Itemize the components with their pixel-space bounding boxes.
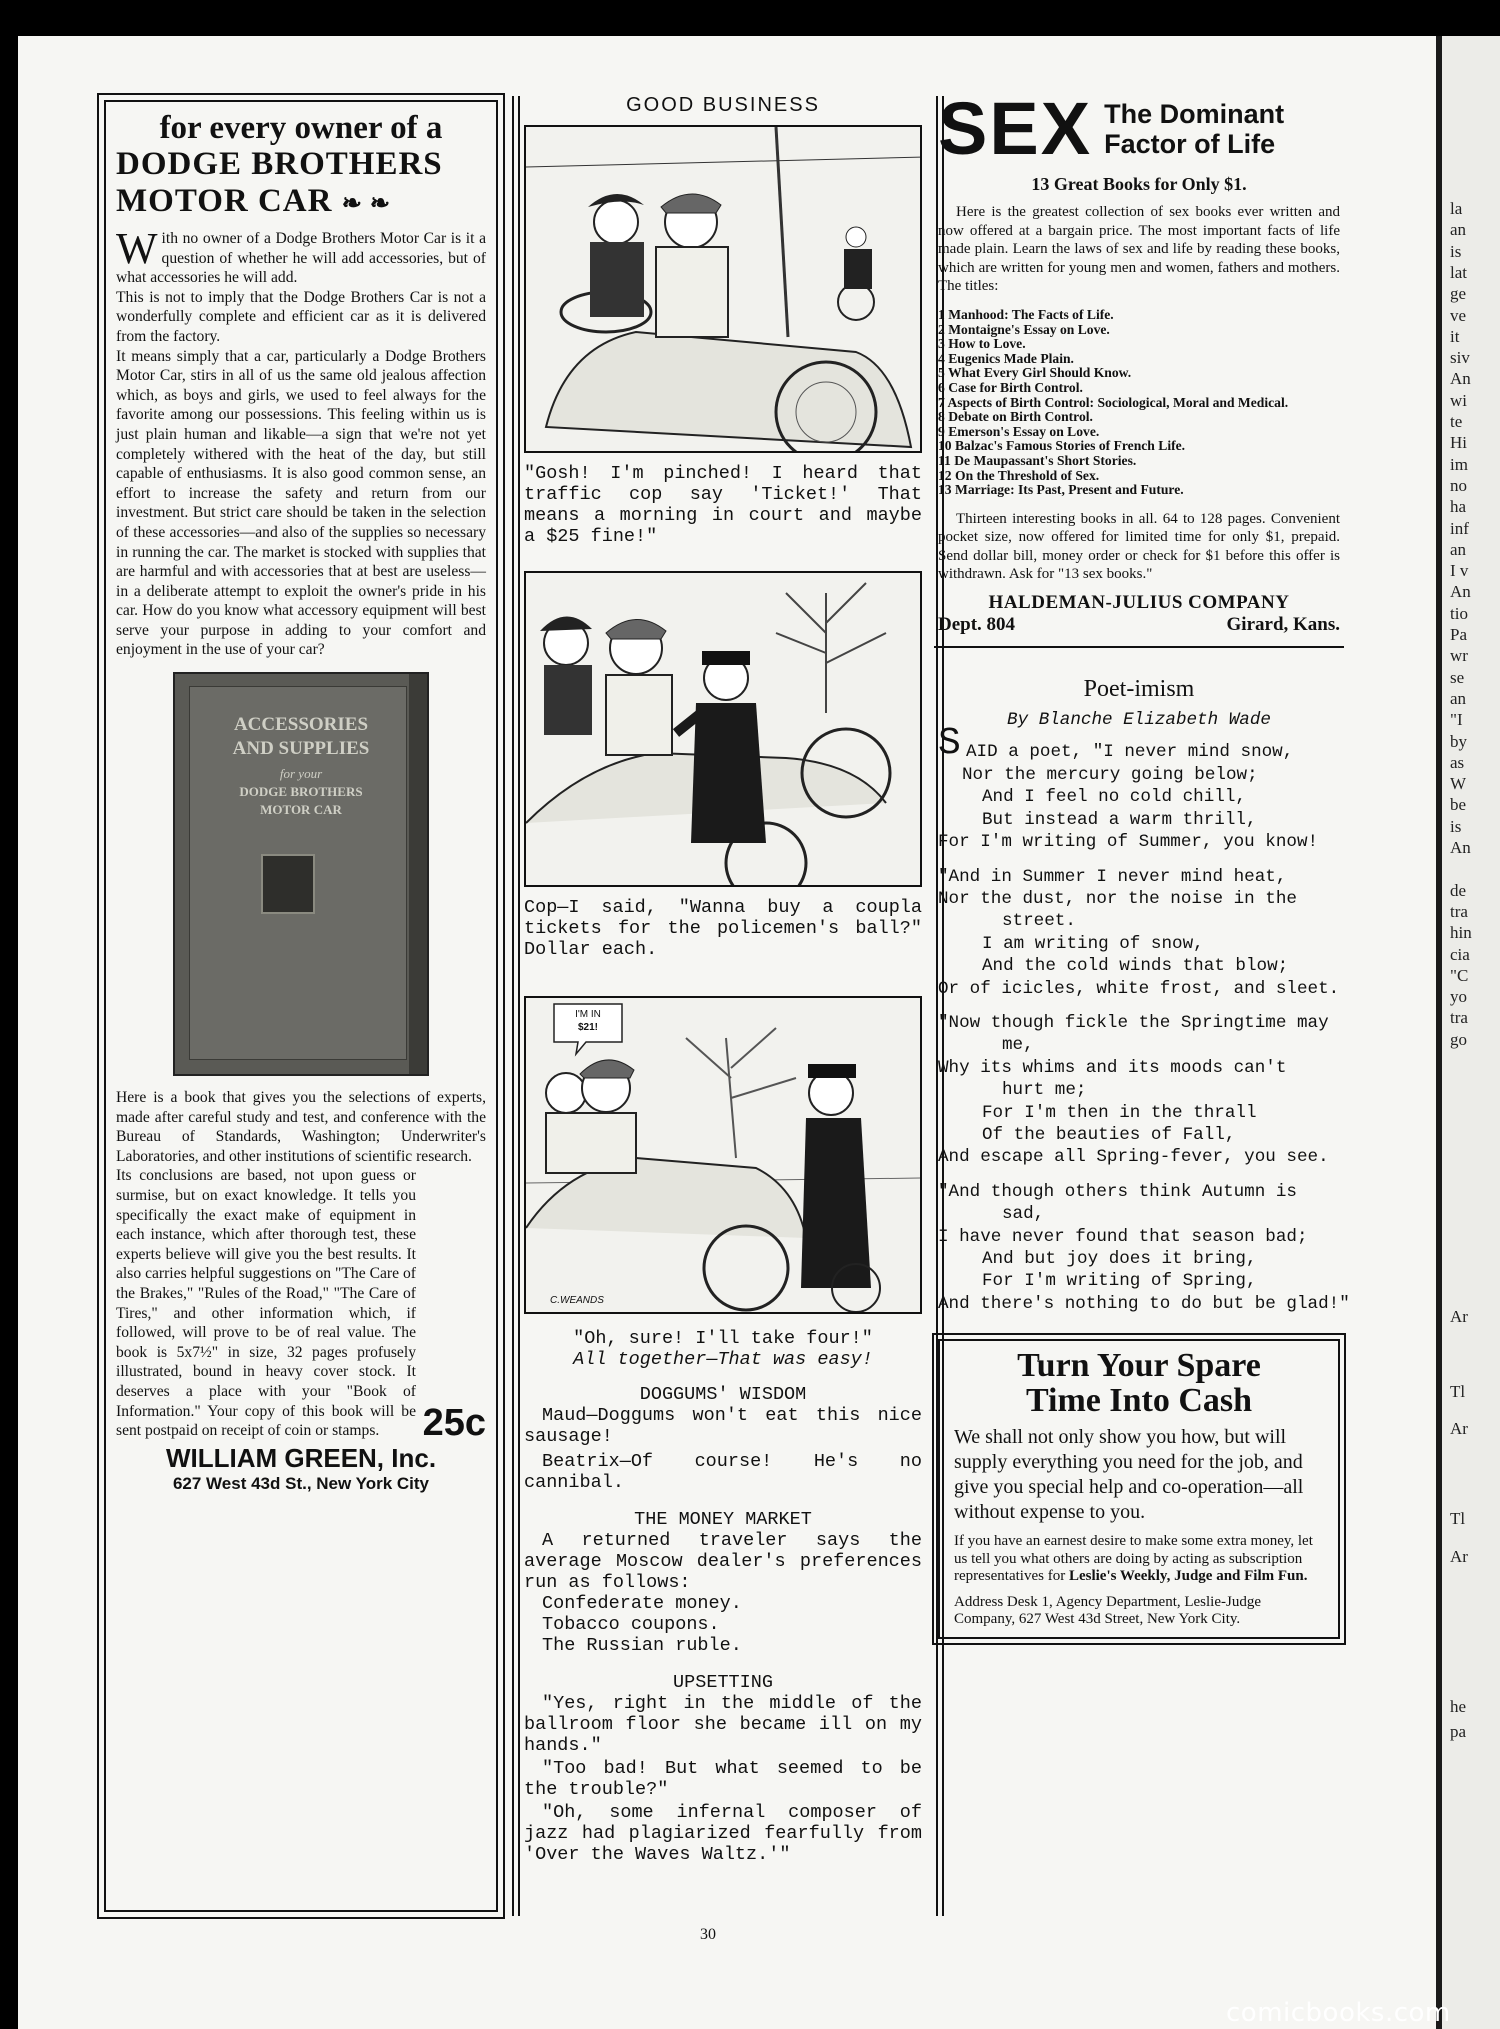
facing-page-fragment: Ar [1450,1547,1468,1566]
facing-page-fragment: An [1450,582,1471,602]
book-cover-line: ACCESSORIES [233,714,369,736]
facing-page-fragment: Pa [1450,625,1467,644]
facing-page-fragment: by [1450,731,1467,751]
facing-page-fragment: Tl [1450,1382,1466,1401]
poem-line: And escape all Spring-fever, you see. [938,1147,1329,1168]
book-title: 3 How to Love. [938,336,1026,352]
facing-page-fragment: I v [1450,561,1469,581]
book-title: 13 Marriage: Its Past, Present and Future. [938,482,1184,498]
poem-line [938,1000,1340,1012]
dodge-brothers-ad [104,100,498,1912]
cartoon-caption-1: "Gosh! I'm pinched! I heard that traffic cop say 'Ticket!' That means a morning in court and maybe a $25 fine!" [524,463,922,547]
sex-ad-town: Girard, Kans. [1226,614,1340,636]
ad-paragraph-1-text: ith no owner of a Dodge Brothers Motor Car is it a question of whether he will add accessories, but of what accessories he will add. [116,230,486,287]
poem-line: Nor the mercury going below; [962,764,1258,785]
facing-page-fragment: an [1450,539,1467,559]
facing-page-fragment: wr [1450,646,1468,666]
sex-ad-title-list [938,308,1340,498]
book-title: 7 Aspects of Birth Control: Sociological, Moral and Medical. [938,394,1289,410]
price-row [116,1166,486,1444]
column-rule [512,96,514,1916]
cash-ad-publications: Leslie's Weekly, Judge and Film Fun. [1068,1568,1308,1585]
sex-ad-header [938,87,1340,170]
sex-ad-outro: Thirteen interesting books in all. 64 to 128 pages. Convenient pocket size, now offered for limited time for only $1, prepaid. Send dollar bill, money order or check for $1 before this offer is withdrawn. Ask for "13 sex books." [938,510,1340,583]
facing-page-fragment: lat [1450,262,1467,282]
facing-page-fragment: ve [1450,305,1467,325]
company-address: 627 West 43d St., New York City [172,1473,430,1493]
cash-ad-title-2: Time Into Cash [1025,1382,1253,1420]
facing-page-fragment: an [1450,688,1467,708]
ad-paragraph-4: Here is a book that gives you the selections of experts, made after careful study and test, and conference with the Bureau of Standards, Washington; Underwriter's Laboratories, and other institutions of scientific research. [116,1089,486,1165]
poem-line: For I'm then in the thrall [982,1102,1257,1123]
brand-line-2-row [116,183,486,223]
book-title: 8 Debate on Birth Control. [938,409,1093,425]
doggums-line-1: Maud—Doggums won't eat this nice sausage! [524,1405,922,1447]
poem-line: Or of icicles, white frost, and sleet. [938,978,1340,999]
poem-byline: By Blanche Elizabeth Wade [1007,710,1271,731]
poem-line: I am writing of snow, [982,933,1204,954]
facing-page-fragment: is [1450,241,1462,261]
facing-page-fragment: An [1450,838,1471,857]
ornament-icon: ❧ ❧ [341,191,391,217]
facing-page-fragment: no [1450,475,1467,495]
upsetting-p1: "Yes, right in the middle of the ballroom floor she became ill on my hands." [524,1693,922,1756]
facing-page-fragment: it [1450,326,1460,346]
facing-page-fragment: cia [1450,944,1470,964]
watermark: comicbooks.com [1226,1998,1451,2028]
poem-line: street. [1002,911,1076,932]
facing-page-fragment: tra [1450,901,1468,921]
book-title: 2 Montaigne's Essay on Love. [938,321,1110,337]
brand-line-1: DODGE BROTHERS [116,146,443,182]
money-market-text: A returned traveler says the average Moscow dealer's preferences run as follows: [524,1530,922,1593]
cash-ad-small [954,1533,1324,1586]
book-cover-line: MOTOR CAR [260,802,342,818]
cartoon-panel-3 [524,996,922,1314]
cartoon-drawing [526,998,922,1312]
section-heading: GOOD BUSINESS [626,94,820,116]
poem-line: For I'm writing of Summer, you know! [938,832,1319,853]
facing-page-fragment: An [1450,369,1471,389]
section-divider [934,646,1344,648]
facing-page-fragment: inf [1450,518,1469,538]
book-cover-line: AND SUPPLIES [232,738,370,760]
facing-page-fragment: "I [1450,710,1463,730]
sex-ad-subtitle [1104,99,1284,159]
poem-line: Of the beauties of Fall, [982,1124,1236,1145]
cash-ad-body: We shall not only show you how, but will supply everything you need for the job, and give you special help and co-operation—all without expense to you. [954,1426,1304,1524]
poem-body [938,722,1350,1315]
poem-line: hurt me; [1002,1080,1087,1101]
balloon-line: $21! [577,1022,598,1033]
book-illustration [173,672,429,1076]
facing-page-fragment: be [1450,795,1467,815]
poem-line: And but joy does it bring, [982,1249,1257,1269]
facing-page-fragment: he [1450,1697,1467,1716]
cartoon-caption-3b: All together—That was easy! [573,1349,873,1370]
poem-line: "And in Summer I never mind heat, [938,866,1287,887]
price: 25c [422,1401,486,1444]
cartoon-panel-1 [524,125,922,453]
book-title: 1 Manhood: The Facts of Life. [938,306,1114,322]
facing-page-fragment: te [1450,412,1463,431]
book-emblem-icon [261,854,315,914]
facing-page-fragment: tra [1450,1008,1468,1028]
dropcap: W [116,224,158,273]
book-title: 10 Balzac's Famous Stories of French Life. [938,438,1186,454]
poem-line: I have never found that season bad; [938,1226,1308,1247]
spare-time-cash-ad [938,1339,1340,1639]
facing-page-fragment: ha [1450,497,1467,517]
poem-line: Nor the dust, nor the noise in the [938,888,1297,909]
poem-line: For I'm writing of Spring, [982,1271,1257,1292]
ad-paragraph-3: It means simply that a car, particularly a Dodge Brothers Motor Car, stirs in all of us the same old jealous affection which, as boys and girls, we used to feel always for the favorite among our possessions. This feeling within us is just plain human and likable—a sign that we're not yet completely withered with the heat of the day, but still capable of enthusiasms. It is also good common sense, an effort to increase the safety and return from our investment. But strict care should be taken in the selection of these accessories—and also of the supplies so necessary in running the car. The market is stocked with supplies that are harmful and with accessories that at best are useless—in a deliberate attempt to exploit the owner's pride in his car. How do you know what accessory equipment will best serve your purpose in adding to your comfort and enjoyment in the use of your car? [116,347,486,659]
facing-page-fragment: tio [1450,603,1468,623]
sex-ad-company: HALDEMAN-JULIUS COMPANY [988,592,1290,614]
column-rule [518,96,520,1916]
facing-page-fragment: Ar [1450,1419,1468,1438]
cash-ad-small-text: If you have an earnest desire to make some extra money, let us tell you what others are doing by acting as subscription representatives for [954,1533,1313,1585]
book-title: 4 Eugenics Made Plain. [938,350,1074,366]
brand-line-2: MOTOR CAR [116,183,333,219]
money-market-item: Confederate money. [542,1593,742,1614]
facing-page-fragment: Ar [1450,1307,1468,1326]
book-cover-line: for your [279,766,323,782]
book-cover-line: DODGE BROTHERS [239,784,363,800]
facing-page-fragment: an [1450,220,1467,240]
poem-line: "And though others think Autumn is [938,1181,1297,1202]
speech-balloon [556,1008,620,1034]
poem-line: And I feel no cold chill, [982,787,1246,808]
sex-ad-subtitle-2: Factor of Life [1104,129,1276,159]
poem-line: "Now though fickle the Springtime may [938,1012,1329,1033]
cartoon-panel-2 [524,571,922,887]
sex-ad-offer: 13 Great Books for Only $1. [1031,174,1247,194]
ad-headline: for every owner of a [159,110,443,146]
book-title: 9 Emerson's Essay on Love. [938,423,1100,439]
poem-line: But instead a warm thrill, [982,809,1257,830]
page-number: 30 [700,1926,716,1943]
sex-ad-big-title: SEX [938,87,1093,170]
upsetting-p2: "Too bad! But what seemed to be the trouble?" [524,1758,922,1800]
upsetting-heading: UPSETTING [673,1672,773,1693]
sex-ad-intro: Here is the greatest collection of sex books ever written and now offered at a bargain price. The most important facts of life made plain. Learn the laws of sex and life by reading these books, which are written for young men and women, fathers and mothers. The titles: [938,204,1340,295]
cash-ad-title-1: Turn Your Spare [1017,1347,1261,1385]
poem-line: AID a poet, "I never mind snow, [966,742,1294,763]
right-column [938,87,1350,1639]
poem-line: And there's nothing to do but be glad!" [938,1293,1350,1314]
book-title: 6 Case for Birth Control. [938,379,1083,395]
poem-line [938,854,1340,866]
poem-line: And the cold winds that blow; [982,956,1289,977]
upsetting-p3: "Oh, some infernal composer of jazz had plagiarized fearfully from 'Over the Waves Waltz.'" [524,1802,922,1865]
facing-page-fragment: ge [1450,284,1467,304]
facing-page-fragment: siv [1450,348,1470,368]
poem-line: Why its whims and its moods can't [938,1057,1287,1078]
facing-page-fragment: Hi [1450,433,1467,453]
facing-page-fragment: "C [1450,965,1469,985]
facing-page-fragment: go [1450,1029,1467,1049]
facing-page-fragment: im [1450,454,1468,474]
facing-page-fragment: hin [1450,923,1472,943]
facing-page-fragment: W [1450,774,1467,794]
ad-paragraph-2: This is not to imply that the Dodge Brothers Car is not a wonderfully complete and efficient car as it is delivered from the factory. [116,288,486,345]
cartoon-drawing [526,573,922,885]
book-title: 12 On the Threshold of Sex. [938,467,1100,483]
cartoon-drawing [526,127,922,451]
facing-page-fragment: se [1450,667,1465,687]
humor-column [524,94,922,1865]
facing-page-fragment: yo [1450,987,1467,1007]
ad-paragraph-1 [116,224,486,288]
facing-page-fragment: is [1450,816,1462,836]
book-title: 11 De Maupassant's Short Stories. [938,452,1137,468]
facing-page-fragment: pa [1450,1722,1467,1741]
balloon-line: I'M IN [575,1009,601,1020]
money-market-heading: THE MONEY MARKET [634,1509,812,1530]
poem-line [938,1169,1340,1181]
cartoon-caption-2-text: Cop—I said, "Wanna buy a coupla tickets for the policemen's ball?" Dollar each. [524,897,922,960]
sex-ad-subtitle-1: The Dominant [1104,99,1285,129]
company-name: WILLIAM GREEN, Inc. [165,1442,437,1473]
doggums-line-2: Beatrix—Of course! He's no cannibal. [524,1451,922,1493]
facing-page-fragment: la [1450,199,1463,218]
facing-page-fragment: de [1450,880,1467,900]
poem-line: sad, [1002,1204,1045,1225]
facing-page-fragment: Tl [1450,1509,1466,1528]
doggums-heading: DOGGUMS' WISDOM [639,1384,807,1405]
facing-page-edge [1436,36,1500,2029]
facing-page-fragment: as [1450,752,1465,772]
artist-signature: C.WEANDS [550,1295,604,1306]
ad-paragraph-5: Its conclusions are based, not upon guess or surmise, but on exact knowledge. It tells you specifically the exact make of equipment in each instance, which after thorough test, these experts believe will give you the best results. It also carries helpful suggestions on "The Care of the Brakes," "Rules of the Road," "The Care of Tires," and other information which, if followed, will prove to be of real value. The book is 5x7½" in size, 32 pages profusely illustrated, bound in heavy cover stock. It deserves a place with your "Book of Information." Your copy of this book will be sent postpaid on receipt of coin or stamps. [116,1167,416,1440]
sex-ad-dept-row [938,614,1340,636]
poem-dropcap: S [938,722,961,766]
cartoon-caption-3a: "Oh, sure! I'll take four!" [573,1328,873,1349]
money-market-item: Tobacco coupons. [542,1614,720,1635]
facing-page-fragment: wi [1450,390,1467,410]
poem-line: me, [1002,1035,1034,1056]
sex-ad-dept: Dept. 804 [938,614,1016,636]
cash-ad-address: Address Desk 1, Agency Department, Leslie-Judge Company, 627 West 43d Street, New York City. [954,1593,1262,1628]
book-title: 5 What Every Girl Should Know. [938,365,1132,381]
money-market-item: The Russian ruble. [542,1635,742,1656]
cartoon-caption-2 [524,897,922,960]
poem-title: Poet-imism [1083,676,1195,703]
